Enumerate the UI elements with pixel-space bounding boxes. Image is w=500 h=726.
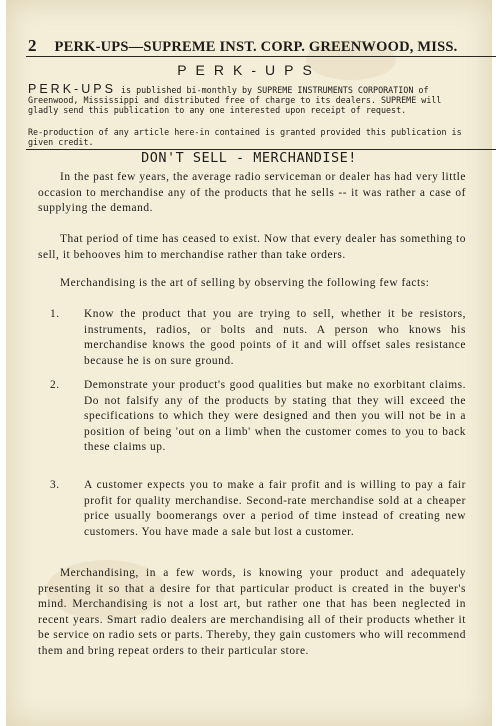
- paragraph-1: [38, 170, 466, 217]
- paragraph-3: [38, 276, 466, 292]
- fact-text: Know the product that you are trying to sell, whether it be resistors, instruments, radios, or bolts and nuts. A person who knows his merchandise knows the good points of it and will offset sales resistance because he is on sure ground.: [84, 308, 466, 367]
- running-header: [28, 36, 458, 56]
- document-page: [6, 0, 492, 726]
- paragraph-text: That period of time has ceased to exist. Now that every dealer has something to sell, it behooves him to merchandise rather than take orders.: [38, 233, 466, 261]
- article-title: DON'T SELL - MERCHANDISE!: [141, 150, 357, 166]
- fact-number: 1.: [50, 308, 60, 320]
- publisher-note: [28, 84, 472, 116]
- masthead: PERK-UPS: [177, 62, 321, 78]
- publisher-lead-word: PERK-UPS: [28, 82, 116, 96]
- fact-number: 3.: [50, 479, 60, 491]
- paragraph-text: Merchandising is the art of selling by observing the following few facts:: [60, 277, 430, 289]
- fact-text: Demonstrate your product's good qualities but make no exorbitant claims. Do not falsify any of the products by stating that they will exceed the specifications to which they were designed and then you will not be in a position of being 'out on a limb' when the customer comes to you to back these claims up.: [84, 379, 466, 453]
- running-title: PERK-UPS—SUPREME INST. CORP. GREENWOOD, MISS.: [54, 39, 458, 55]
- paragraph-2: [38, 232, 466, 263]
- closing-paragraph: [38, 566, 466, 659]
- fact-text: A customer expects you to make a fair profit and is willing to pay a fair profit for quality merchandise. Second-rate merchandise sold at a cheaper price usually boomerangs over a period of time instead of creating new customers. You have made a sale but lost a customer.: [84, 479, 466, 538]
- page-number: 2: [28, 36, 37, 55]
- publisher-text: is published bi-monthly by SUPREME INSTRUMENTS CORPORATION of Greenwood, Mississippi and distributed free of charge to its dealers. SUPREME will gladly send this publication to any one interested upon receipt of request.: [28, 85, 442, 116]
- paragraph-text: Merchandising, in a few words, is knowing your product and adequately presenting it so that a desire for that particular product is created in the buyer's mind. Merchandising is not a lost art, but rather one that has been neglected in recent years. Smart radio dealers are merchandising all of their products whether it be service on radio sets or parts. Thereby, they gain customers who will recommend them and bring repeat orders to their particular store.: [38, 567, 466, 657]
- fact-number: 2.: [50, 379, 60, 391]
- header-rule: [26, 56, 496, 57]
- reproduction-note: Re-production of any article here-in contained is granted provided this publication is given credit.: [28, 127, 462, 148]
- paragraph-text: In the past few years, the average radio serviceman or dealer has had very little occasion to merchandise any of the products that he sells -- it was rather a case of supplying the demand.: [38, 171, 466, 214]
